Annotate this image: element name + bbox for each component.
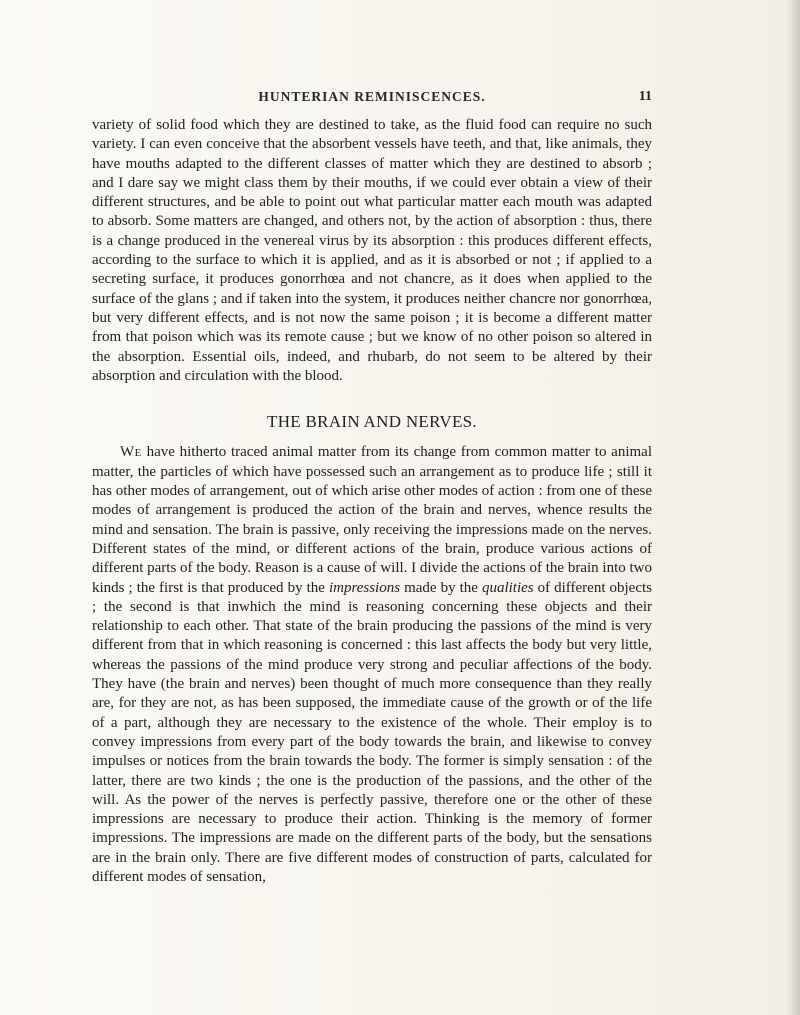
paragraph-text-part-3: of different objects ; the second is that inwhich the mind is reasoning concerning these objects and their relationship to each other. That state of the brain producing the passions of the mind is very different from that in which reasoning is concerned : this last affects the body but very little, whereas the passions of the mind produce very strong and peculiar affections of the body. They have (the brain and nerves) been thought of much more consequence than they really are, for they are not, as has been supposed, the immediate cause of the growth or of the life of a part, although they are necessary to the existence of the whole. Their employ is to convey impressions from every part of the body towards the brain, and likewise to convey impulses or notices from the brain towards the body. The former is simply sensation : of the latter, there are two kinds ; the one is the production of the passions, and the other of the will. As the power of the nerves is perfectly passive, therefore one or the other of these impressions are necessary to produce their action. Thinking is the memory of former impressions. The impressions are made on the different parts of the body, but the sensations are in the brain only. There are five different modes of construction of parts, calculated for different modes of sensation, [92,579,653,885]
running-head: HUNTERIAN REMINISCENCES. [258,89,486,104]
italic-impressions: impressions [328,579,401,596]
page-edge-shadow [786,0,800,1015]
paragraph-lead-word: We [120,444,142,461]
paragraph-text-part-1: have hitherto traced animal matter from its change from common matter to animal matter, the particles of which have possessed such an arrangement as to produce life ; still it has other modes of arrangement, out of which arise other modes of action : from one of these modes of arrangement is produced the action of the brain and nerves, whence results the mind and sensation. The brain is passive, only receiving the impressions made on the nerves. Different states of the mind, or different actions of the brain, produce various actions of different parts of the body. Reason is a cause of will. I divide the actions of the brain into two kinds ; the first is that produced by the [92,444,652,596]
paragraph-text-part-2: made by the [400,579,482,596]
paragraph-absorption: variety of solid food which they are destined to take, as the fluid food can require no such variety. I can even conceive that the absorbent vessels have teeth, and that, like animals, they have mouths adapted to the different classes of matter which they are destined to absorb ; and I dare say we might class them by their mouths, if we could ever obtain a view of their different structures, and be able to point out what particular matter each mouth was adapted to absorb. Some matters are changed, and others not, by the action of absorption : thus, there is a change produced in the venereal virus by its absorption : this produces different effects, according to the surface to which it is applied, and as it is absorbed or not ; if applied to a secreting surface, it produces gonorrhœa and not chancre, as it does when applied to the surface of the glans ; and if taken into the system, it produces neither chancre nor gonorrhœa, but very different effects, and is not now the same poison ; it is become a different matter from that poison which was its remote cause ; but we know of no other poison so altered in the absorption. Essential oils, indeed, and rhubarb, do not seem to be altered by their absorption and circulation with the blood. [92,117,652,384]
page-number: 11 [638,89,652,104]
section-title: THE BRAIN AND NERVES. [267,412,477,432]
body-text [92,116,652,887]
paragraph-brain-and-nerves [92,443,652,887]
page-header [92,89,652,109]
italic-qualities: qualities [481,579,534,596]
